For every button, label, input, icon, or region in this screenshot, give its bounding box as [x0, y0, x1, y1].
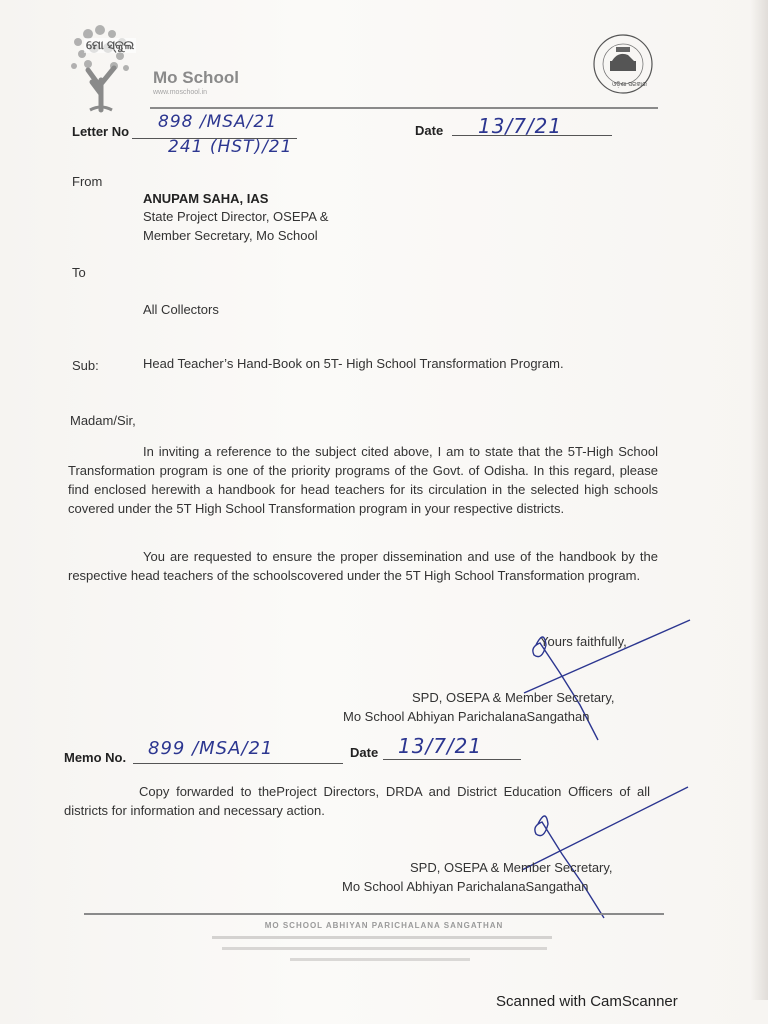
- footer-phone-line: [290, 958, 470, 961]
- date-handwritten: 13/7/21: [478, 114, 563, 138]
- brand-website: www.moschool.in: [153, 89, 208, 96]
- letter-no-handwritten-line2: 241 (HST)/21: [168, 137, 293, 157]
- date-label: Date: [415, 123, 444, 138]
- footer-rule: [84, 913, 664, 915]
- memo-date-handwritten: 13/7/21: [398, 734, 483, 758]
- memo-no-label: Memo No.: [64, 750, 127, 765]
- sender-designation-1: State Project Director, OSEPA &: [143, 209, 329, 224]
- mo-school-tree-logo: [66, 22, 136, 114]
- sender-designation-2: Member Secretary, Mo School: [143, 228, 318, 243]
- recipient: All Collectors: [143, 302, 219, 317]
- from-label: From: [72, 174, 103, 189]
- footer-address-line-1: [212, 936, 552, 939]
- memo-no-handwritten: 899 /MSA/21: [148, 738, 274, 759]
- closing: Yours faithfully,: [540, 634, 627, 649]
- signature-1-line-1: SPD, OSEPA & Member Secretary,: [412, 690, 615, 705]
- signature-2-line-2: Mo School Abhiyan ParichalanaSangathan: [342, 879, 589, 894]
- header-rule: [150, 107, 658, 109]
- memo-date-label: Date: [350, 745, 379, 760]
- logo-script-text: ମୋ ସ୍କୁଲ: [86, 38, 135, 52]
- footer-org-name: MO SCHOOL ABHIYAN PARICHALANA SANGATHAN: [264, 921, 504, 930]
- letter-no-handwritten: 898 /MSA/21: [158, 112, 278, 132]
- body-paragraph-2: You are requested to ensure the proper dissemination and use of the handbook by the respective head teachers of the schoolscovered under the 5T High School Transformation program.: [68, 549, 658, 583]
- signature-1-line-2: Mo School Abhiyan ParichalanaSangathan: [343, 709, 590, 724]
- sender-name: ANUPAM SAHA, IAS: [143, 191, 269, 206]
- page-edge-shadow: [750, 0, 768, 1000]
- memo-no-underline: [133, 763, 343, 764]
- copy-forwarded-text: Copy forwarded to theProject Directors, DRDA and District Education Officers of all districts for information and necessary action.: [64, 784, 650, 818]
- salutation: Madam/Sir,: [70, 413, 136, 428]
- subject-text: Head Teacher’s Hand-Book on 5T- High School Transformation Program.: [143, 356, 564, 371]
- emblem-text: ଓଡ଼ିଶା ସରକାର: [612, 82, 647, 88]
- body-paragraph-1: In inviting a reference to the subject cited above, I am to state that the 5T-High School Transformation program is one of the priority programs of the Govt. of Odisha. In this regard, please find enclosed herewith a handbook for head teachers for its circulation in the selected high schools covered under the 5T High School Transformation program in your respective districts.: [68, 444, 658, 516]
- footer-address-line-2: [222, 947, 547, 950]
- letter-no-label: Letter No: [72, 124, 130, 139]
- to-label: To: [72, 265, 86, 280]
- subject-label: Sub:: [72, 358, 99, 373]
- camscanner-watermark: Scanned with CamScanner: [496, 993, 678, 1010]
- brand-name: Mo School: [153, 68, 239, 87]
- signature-2-scribble: [518, 782, 693, 922]
- signature-2-line-1: SPD, OSEPA & Member Secretary,: [410, 860, 613, 875]
- memo-date-underline: [383, 759, 521, 760]
